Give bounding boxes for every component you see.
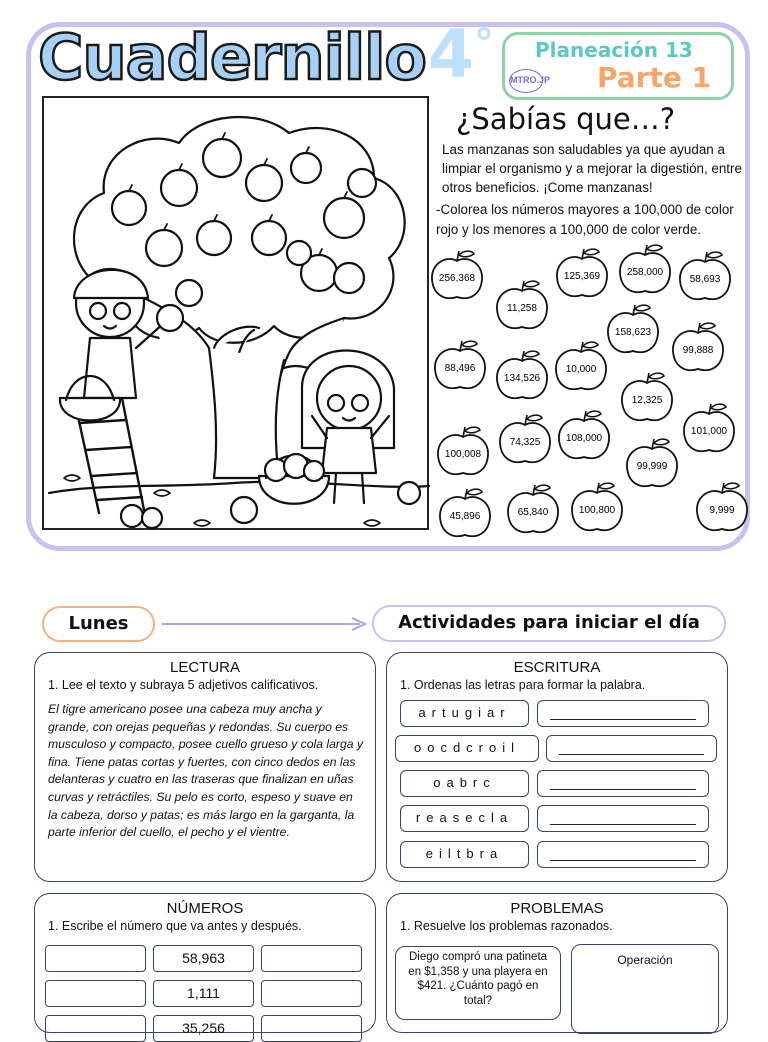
- apple-number[interactable]: [684, 404, 734, 451]
- answer-field[interactable]: [537, 805, 709, 832]
- numeros-title: NÚMEROS: [166, 900, 244, 917]
- apple-number[interactable]: [622, 373, 672, 420]
- scrambled-word: reasecla: [400, 805, 529, 832]
- apple-number-label: 256,368: [438, 273, 476, 284]
- lectura-instruction: 1. Lee el texto y subraya 5 adjetivos calificativos.: [48, 678, 319, 692]
- operation-label: Operación: [617, 953, 673, 967]
- problemas-instruction: 1. Resuelve los problemas razonados.: [400, 919, 613, 933]
- word-problem: Diego compró una patineta en $1,358 y una playera en $421. ¿Cuánto pagó en total?: [395, 946, 561, 1020]
- problemas-title: PROBLEMAS: [510, 900, 604, 917]
- apple-number[interactable]: [432, 251, 482, 298]
- numeros-instruction: 1. Escribe el número que va antes y después.: [48, 919, 302, 933]
- apple-number-label: 134,526: [503, 373, 541, 384]
- apple-number[interactable]: [697, 483, 747, 530]
- escritura-instruction: 1. Ordenas las letras para formar la palabra.: [400, 678, 646, 692]
- given-number: 1,111: [153, 980, 254, 1007]
- apple-number-label: 88,496: [444, 363, 476, 374]
- author-logo: MTRO.JP: [509, 69, 543, 93]
- apple-number-label: 125,369: [563, 271, 601, 282]
- activities-title: Actividades para iniciar el día: [372, 605, 726, 642]
- grade-number: 4°: [428, 16, 494, 93]
- booklet-title: Cuadernillo: [38, 21, 426, 94]
- coloring-illustration: [42, 96, 429, 530]
- apple-number-label: 100,800: [578, 505, 616, 516]
- apple-number[interactable]: [608, 305, 658, 352]
- apple-number[interactable]: [438, 427, 488, 474]
- apple-number-label: 101,000: [690, 426, 728, 437]
- apple-number[interactable]: [435, 341, 485, 388]
- apple-number[interactable]: [500, 415, 550, 462]
- apple-number-label: 100,008: [444, 449, 482, 460]
- apple-number[interactable]: [572, 483, 622, 530]
- lectura-title: LECTURA: [169, 659, 240, 676]
- answer-field[interactable]: [537, 841, 709, 868]
- apple-number-label: 74,325: [509, 437, 541, 448]
- apple-number-label: 45,896: [449, 511, 481, 522]
- before-number-field[interactable]: [45, 945, 146, 972]
- after-number-field[interactable]: [261, 945, 362, 972]
- did-you-know-text: Las manzanas son saludables ya que ayudan a limpiar el organismo y a mejorar la digestión, entre otros beneficios. ¡Come manzanas!: [442, 142, 742, 195]
- answer-field[interactable]: [537, 770, 709, 797]
- apple-number[interactable]: [557, 249, 607, 296]
- apple-number-label: 99,888: [682, 345, 714, 356]
- scrambled-word: oocdcroil: [395, 735, 539, 762]
- apple-number[interactable]: [497, 351, 547, 398]
- scrambled-word: artugiar: [400, 700, 529, 727]
- apple-number-label: 11,258: [507, 303, 537, 314]
- apple-number-label: 258,000: [626, 267, 664, 278]
- problemas-box: [386, 893, 728, 1033]
- lectura-story: El tigre americano posee una cabeza muy ancha y grande, con orejas pequeñas y redondas. Su cuerpo es musculoso y compacto, posee cuello grueso y cola larga y fina. Tiene patas cortas y fuertes, con cinco dedos en las delanteras y cuatro en las traseras que finalizan en uñas curvas y retráctiles. Su pelo es corto, espeso y suave en la cabeza, dorso y patas; es más largo en la garganta, la parte inferior del cuello, el pecho y el vientre.: [48, 702, 364, 840]
- apple-number[interactable]: [440, 489, 490, 536]
- apple-number[interactable]: [497, 281, 547, 328]
- badge-planeacion: Planeación 13: [535, 38, 693, 62]
- after-number-field[interactable]: [261, 980, 362, 1007]
- escritura-box: [386, 652, 728, 882]
- apple-number[interactable]: [556, 342, 606, 389]
- apple-number-label: 10,000: [565, 364, 597, 375]
- day-label: Lunes: [42, 606, 155, 642]
- given-number: 58,963: [153, 945, 254, 972]
- before-number-field[interactable]: [45, 1015, 146, 1042]
- apple-number[interactable]: [680, 252, 730, 299]
- apple-number[interactable]: [673, 323, 723, 370]
- apple-number[interactable]: [627, 439, 677, 486]
- apple-number-label: 12,325: [631, 395, 663, 406]
- apple-number-label: 99,999: [636, 461, 668, 472]
- planeacion-badge: [502, 32, 734, 100]
- apple-number[interactable]: [620, 245, 670, 292]
- arrow-right-icon: [162, 616, 370, 632]
- scrambled-word: eiltbra: [400, 841, 529, 868]
- apple-number-label: 9,999: [709, 505, 735, 516]
- apple-number-label: 65,840: [517, 507, 549, 518]
- apple-numbers: [430, 232, 750, 542]
- operation-area[interactable]: [571, 944, 719, 1034]
- apple-number[interactable]: [559, 411, 609, 458]
- apple-number-label: 58,693: [689, 274, 721, 285]
- given-number: 35,256: [153, 1015, 254, 1042]
- escritura-title: ESCRITURA: [513, 659, 601, 676]
- scrambled-word: oabrc: [400, 770, 529, 797]
- coloring-instruction: -Colorea los números mayores a 100,000 de color rojo y los menores a 100,000 de color verde.: [436, 202, 734, 237]
- after-number-field[interactable]: [261, 1015, 362, 1042]
- answer-field[interactable]: [546, 735, 717, 762]
- badge-parte: Parte 1: [597, 61, 712, 94]
- answer-field[interactable]: [537, 700, 709, 727]
- numeros-box: [34, 893, 376, 1036]
- did-you-know-heading: ¿Sabías que…?: [456, 102, 676, 136]
- lectura-box: [34, 652, 376, 882]
- apple-number-label: 108,000: [565, 433, 603, 444]
- apple-number-label: 158,623: [614, 327, 652, 338]
- before-number-field[interactable]: [45, 980, 146, 1007]
- apple-number[interactable]: [508, 485, 558, 532]
